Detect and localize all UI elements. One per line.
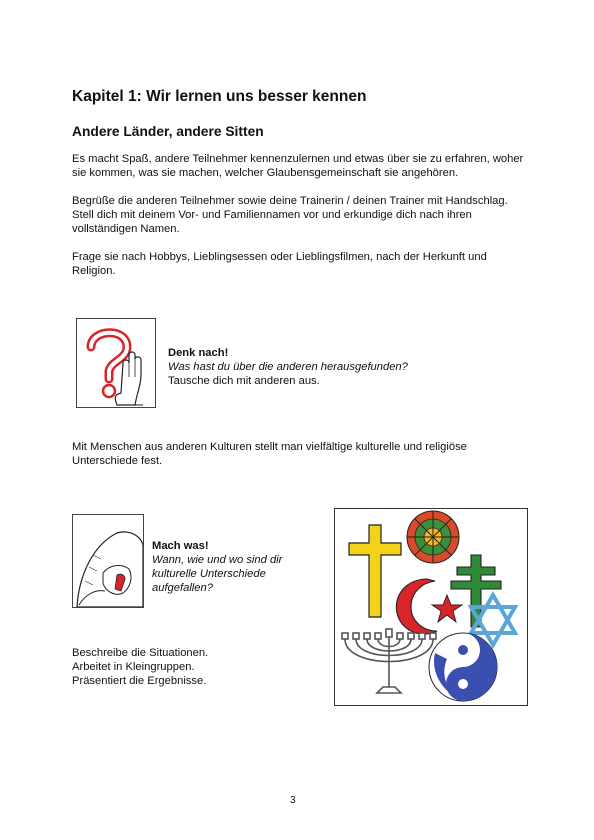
menorah-icon: [342, 629, 436, 693]
action-question-line-2: kulturelle Unterschiede: [152, 568, 266, 580]
action-illustration: [72, 514, 144, 608]
intro-paragraph-3: Frage sie nach Hobbys, Lieblingsessen oder Lieblingsfilmen, nach der Herkunft und Religion.: [72, 251, 487, 278]
action-question-line-1: Wann, wie und wo sind dir: [152, 554, 283, 566]
dharma-wheel-icon: [407, 511, 459, 563]
think-illustration: [76, 318, 156, 408]
cross-icon: [349, 525, 401, 617]
think-box-text: [168, 346, 408, 388]
chapter-title: Kapitel 1: Wir lernen uns besser kennen: [72, 88, 367, 105]
yin-yang-icon: [429, 633, 497, 701]
culture-paragraph: Mit Menschen aus anderen Kulturen stellt man vielfältige kulturelle und religiöse Unterschiede fest.: [72, 441, 467, 468]
think-instruction: Tausche dich mit anderen aus.: [168, 375, 320, 387]
task-item-1: Beschreibe die Situationen.: [72, 647, 209, 659]
think-question: Was hast du über die anderen herausgefunden?: [168, 361, 408, 373]
task-item-3: Präsentiert die Ergebnisse.: [72, 675, 207, 688]
intro-paragraph-1: Es macht Spaß, andere Teilnehmer kennenzulernen und etwas über sie zu erfahren, woher sie kommen, was sie machen, welcher Glaubensgemeinschaft sie angehören.: [72, 153, 524, 180]
think-heading: Denk nach!: [168, 347, 229, 359]
religion-symbols-image: [334, 508, 528, 706]
page-number: 3: [290, 795, 296, 806]
question-mark-hand-icon: [77, 319, 155, 407]
section-subtitle: Andere Länder, andere Sitten: [72, 124, 264, 139]
action-question-line-3: aufgefallen?: [152, 582, 213, 594]
hooded-figure-icon: [73, 515, 143, 607]
action-heading: Mach was!: [152, 540, 209, 552]
action-box-text: [152, 539, 282, 595]
task-item-2: Arbeitet in Kleingruppen.: [72, 661, 195, 674]
task-list: [72, 646, 208, 689]
intro-paragraph-2: Begrüße die anderen Teilnehmer sowie deine Trainerin / deinen Trainer mit Handschlag. Stell dich mit deinem Vor- und Familiennamen vor und erkundige dich nach ihren vollständigen Namen.: [72, 195, 508, 236]
